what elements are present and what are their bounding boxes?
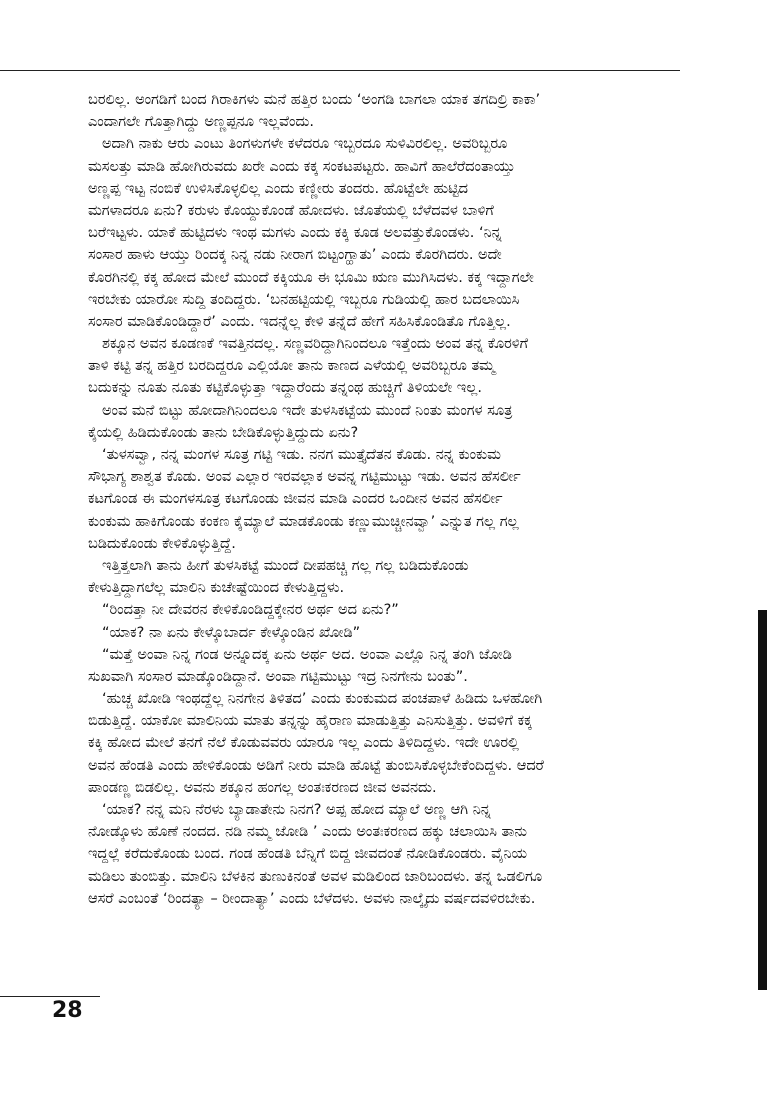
- text-line: ಶಕ್ಕೂನ ಅವನ ಕೂಡಣಕೆ ಇವತ್ತಿನದಲ್ಲ. ಸಣ್ಣವರಿದ್ದಾಗಿನಿಂದಲೂ ಇತ್ತೆಂದು ಅಂವ ತನ್ನ ಕೊರಳಿಗೆ: [102, 336, 529, 353]
- text-line: ಅದಾಗಿ ನಾಕು ಆರು ಎಂಟು ತಿಂಗಳುಗಳೇ ಕಳೆದರೂ ಇಬ್ಬರದೂ ಸುಳಿವಿರಲಿಲ್ಲ. ಅವರಿಬ್ಬರೂ: [102, 136, 508, 153]
- text-line: ಇರಬೇಕು ಯಾರೋ ಸುದ್ದಿ ತಂದಿದ್ದರು. ‘ಬನಹಟ್ಟಿಯಲ್ಲಿ ಇಬ್ಬರೂ ಗುಡಿಯಲ್ಲಿ ಹಾರ ಬದಲಾಯಿಸಿ: [88, 291, 520, 308]
- text-line: ಇದ್ದಲ್ಲೆ ಕರೆದುಕೊಂಡು ಬಂದ. ಗಂಡ ಹೆಂಡತಿ ಬೆನ್ನಿಗೆ ಬಿದ್ದ ಜೀವದಂತೆ ನೋಡಿಕೊಂಡರು. ವೈನಿಯ: [88, 846, 528, 863]
- text-line: ತಾಳಿ ಕಟ್ಟಿ ತನ್ನ ಹತ್ತಿರ ಬರದಿದ್ದರೂ ಎಲ್ಲಿಯೋ ತಾನು ಕಾಣದ ಎಳೆಯಲ್ಲಿ ಅವರಿಬ್ಬರೂ ತಮ್ಮ: [88, 358, 495, 375]
- text-line: ಕೇಳುತ್ತಿದ್ದಾಗಲೆಲ್ಲ ಮಾಲಿನಿ ಕುಚೇಷ್ಟೆಯಿಂದ ಕೇಳುತ್ತಿದ್ದಳು.: [88, 580, 345, 597]
- text-line: ಬದುಕನ್ನು ನೂತು ನೂತು ಕಟ್ಟಿಕೊಳ್ಳುತ್ತಾ ಇದ್ದಾರೆಂದು ತನ್ನಂಥ ಹುಚ್ಚಿಗೆ ತಿಳಿಯಲೇ ಇಲ್ಲ.: [88, 380, 482, 397]
- text-line: ಮಸಲತ್ತು ಮಾಡಿ ಹೋಗಿರುವದು ಖರೇ ಎಂದು ಕಕ್ಕ ಸಂಕಟಪಟ್ಟರು. ಹಾವಿಗೆ ಹಾಲೆರೆದಂತಾಯ್ತು: [88, 158, 516, 175]
- text-line: ಬಡಿದುಕೊಂಡು ಕೇಳಿಕೊಳ್ಳುತ್ತಿದ್ದೆ.: [88, 535, 236, 552]
- page-number: 28: [52, 998, 83, 1023]
- text-line: ಕೈಯಲ್ಲಿ ಹಿಡಿದುಕೊಂಡು ತಾನು ಬೇಡಿಕೊಳ್ಳುತ್ತಿದ್ದುದು ಏನು?: [88, 424, 359, 441]
- text-line: ಇತ್ತಿತ್ತಲಾಗಿ ತಾನು ಹೀಗೆ ತುಳಸಿಕಟ್ಟೆ ಮುಂದೆ ದೀಪಹಚ್ಚಿ ಗಲ್ಲ ಗಲ್ಲ ಬಡಿದುಕೊಂಡು: [102, 557, 469, 574]
- text-line: ಪಾಂಡಣ್ಣ ಬಿಡಲಿಲ್ಲ. ಅವನು ಶಕ್ಕೂನ ಹಂಗಲ್ಲ ಅಂತಃಕರಣದ ಜೀವ ಅವನದು.: [88, 779, 437, 796]
- text-line: ಸಂಸಾರ ಹಾಳು ಆಯ್ತು ರಿಂದಕ್ಕ ನಿನ್ನ ನಡು ನೀರಾಗ ಬಿಟ್ಟಂಗ್ಹಾತು’ ಎಂದು ಕೊರಗಿದರು. ಅದೇ: [88, 247, 502, 264]
- text-line: ಸಂಸಾರ ಮಾಡಿಕೊಂಡಿದ್ದಾರೆ’ ಎಂದು. ಇದನ್ನೆಲ್ಲ ಕೇಳಿ ತನ್ನೆದೆ ಹೇಗೆ ಸಹಿಸಿಕೊಂಡಿತೊ ಗೊತ್ತಿಲ್ಲ.: [88, 313, 511, 330]
- text-line: “ಯಾಕ? ನಾ ಏನು ಕೇಳ್ಕೊಬಾರ್ದ ಕೇಳ್ಕೊಂಡಿನ ಖೋಡಿ”: [102, 624, 361, 641]
- edge-thumb-mark: [758, 610, 767, 990]
- text-line: ಸುಖವಾಗಿ ಸಂಸಾರ ಮಾಡ್ಕೊಂಡಿದ್ದಾನೆ. ಅಂವಾ ಗಟ್ಟಿಮುಟ್ಟು ಇದ್ರ ನಿನಗೇನು ಬಂತು”.: [88, 668, 468, 685]
- text-line: ಕುಂಕುಮ ಹಾಕಿಗೊಂಡು ಕಂಕಣ ಕೈಮ್ಯಾಲೆ ಮಾಡಕೊಂಡು ಕಣ್ಣುಮುಚ್ಚೀನವ್ವಾ’ ಎನ್ನುತ ಗಲ್ಲ ಗಲ್ಲ: [88, 513, 519, 530]
- text-line: ಅವನ ಹೆಂಡತಿ ಎಂದು ಹೇಳಿಕೊಂಡು ಅಡಿಗೆ ನೀರು ಮಾಡಿ ಹೊಟ್ಟೆ ತುಂಬಿಸಿಕೊಳ್ಳಬೇಕೆಂದಿದ್ದಳು. ಆದರೆ: [88, 757, 544, 774]
- text-line: ಬರೆಇಟ್ಟಳು. ಯಾಕೆ ಹುಟ್ಟಿದಳು ಇಂಥ ಮಗಳು ಎಂದು ಕಕ್ಕಿ ಕೂಡ ಅಲವತ್ತುಕೊಂಡಳು. ‘ನಿನ್ನ: [88, 225, 502, 242]
- text-line: “ಮತ್ತೆ ಅಂವಾ ನಿನ್ನ ಗಂಡ ಅನ್ನೂದಕ್ಕ ಏನು ಅರ್ಥ ಅದ. ಅಂವಾ ಎಲ್ಲೊ ನಿನ್ನ ತಂಗಿ ಜೋಡಿ: [102, 646, 512, 663]
- text-line: ಆಸರೆ ಎಂಬಂತೆ ‘ರಿಂದತ್ಯಾ – ರೀಂದಾತ್ಯಾ’ ಎಂದು ಬೆಳೆದಳು. ಅವಳು ನಾಲ್ಕೈದು ವರ್ಷದವಳಿರಬೇಕು.: [88, 890, 536, 907]
- text-line: ಕಕ್ಕಿ ಹೋದ ಮೇಲೆ ತನಗೆ ನೆಲೆ ಕೊಡುವವರು ಯಾರೂ ಇಲ್ಲ ಎಂದು ತಿಳಿದಿದ್ದಳು. ಇದೇ ಊರಲ್ಲಿ: [88, 735, 519, 752]
- text-line: “ರಿಂದತ್ತಾ ನೀ ದೇವರನ ಕೇಳಿಕೊಂಡಿದ್ದಕ್ಕೇನರ ಅರ್ಥ ಅದ ಏನು?”: [102, 602, 399, 619]
- text-line: ‘ಹುಚ್ಚ ಖೋಡಿ ಇಂಥದ್ದೆಲ್ಲ ನಿನಗೇನ ತಿಳಿತದ’ ಎಂದು ಕುಂಕುಮದ ಪಂಚಪಾಳೆ ಹಿಡಿದು ಒಳಹೋಗಿ: [102, 691, 543, 708]
- text-line: ಕೊರಗಿನಲ್ಲಿ ಕಕ್ಕ ಹೋದ ಮೇಲೆ ಮುಂದೆ ಕಕ್ಕಿಯೂ ಈ ಭೂಮಿ ಋಣ ಮುಗಿಸಿದಳು. ಕಕ್ಕ ಇದ್ದಾಗಲೇ: [88, 269, 534, 286]
- body-text: [88, 89, 680, 910]
- text-line: ಮಡಿಲು ತುಂಬಿತ್ತು. ಮಾಲಿನಿ ಬೆಳಕಿನ ತುಣುಕಿನಂತೆ ಅವಳ ಮಡಿಲಿಂದ ಜಾರಿಬಂದಳು. ತನ್ನ ಒಡಲಿಗೂ: [88, 868, 543, 885]
- text-line: ಕಟಗೊಂಡ ಈ ಮಂಗಳಸೂತ್ರ ಕಟಗೊಂಡು ಜೀವನ ಮಾಡಿ ಎಂದರ ಒಂದೀನ ಅವನ ಹೆಸರ್ಲೀ: [88, 491, 503, 508]
- text-line: ‘ತುಳಸವ್ವಾ, ನನ್ನ ಮಂಗಳ ಸೂತ್ರ ಗಟ್ಟಿ ಇಡು. ನನಗ ಮುತ್ತೈದೆತನ ಕೊಡು. ನನ್ನ ಕುಂಕುಮ: [102, 447, 501, 463]
- bottom-rule: [0, 996, 100, 997]
- text-line: ಅಂವ ಮನೆ ಬಿಟ್ಟು ಹೋದಾಗಿನಿಂದಲೂ ಇದೇ ತುಳಸಿಕಟ್ಟೆಯ ಮುಂದೆ ನಿಂತು ಮಂಗಳ ಸೂತ್ರ: [102, 402, 513, 419]
- text-line: ನೋಡ್ಕೊಳು ಹೊಣೆ ನಂದದ. ನಡಿ ನಮ್ಮ ಜೋಡಿ ’ ಎಂದು ಅಂತಃಕರಣದ ಹಕ್ಕು ಚಲಾಯಿಸಿ ತಾನು: [88, 824, 528, 841]
- text-line: ಎಂದಾಗಲೇ ಗೊತ್ತಾಗಿದ್ದು ಅಣ್ಣಪ್ಪನೂ ಇಲ್ಲವೆಂದು.: [88, 114, 315, 131]
- text-line: ‘ಯಾಕ? ನನ್ನ ಮನಿ ನೆರಳು ಬ್ಯಾಡಾತೇನು ನಿನಗ? ಅಪ್ಪ ಹೋದ ಮ್ಯಾಲೆ ಅಣ್ಣ ಆಗಿ ನಿನ್ನ: [102, 802, 491, 818]
- text-line: ಮಗಳಾದರೂ ಏನು? ಕರುಳು ಕೊಯ್ದುಕೊಂಡೆ ಹೋದಳು. ಜೊತೆಯಲ್ಲಿ ಬೆಳೆದವಳ ಬಾಳಿಗೆ: [88, 202, 494, 219]
- text-line: ಬರಲಿಲ್ಲ. ಅಂಗಡಿಗೆ ಬಂದ ಗಿರಾಕಿಗಳು ಮನೆ ಹತ್ತಿರ ಬಂದು ‘ಅಂಗಡಿ ಬಾಗಲಾ ಯಾಕ ತಗದಿಲ್ರಿ ಕಾಕಾ’: [88, 92, 541, 108]
- text-line: ಬಿಡುತ್ತಿದ್ದೆ. ಯಾಕೋ ಮಾಲಿನಿಯ ಮಾತು ತನ್ನನ್ನು ಹೈರಾಣ ಮಾಡುತ್ತಿತ್ತು ಎನಿಸುತ್ತಿತ್ತು. ಅವಳಿಗೆ ಕಕ್ಕ: [88, 713, 533, 730]
- top-rule: [0, 70, 680, 71]
- text-line: ಸೌಭಾಗ್ಯ ಶಾಶ್ವತ ಕೊಡು. ಅಂವ ಎಲ್ಲಾರ ಇರವಲ್ಲಾಕ ಅವನ್ನ ಗಟ್ಟಿಮುಟ್ಟು ಇಡು. ಅವನ ಹೆಸರ್ಲೀ: [88, 469, 521, 486]
- text-line: ಅಣ್ಣಪ್ಪ ಇಟ್ಟ ನಂಬಿಕೆ ಉಳಿಸಿಕೊಳ್ಳಲಿಲ್ಲ ಎಂದು ಕಣ್ಣೀರು ತಂದರು. ಹೊಟ್ಟೆಲೇ ಹುಟ್ಟಿದ: [88, 180, 469, 197]
